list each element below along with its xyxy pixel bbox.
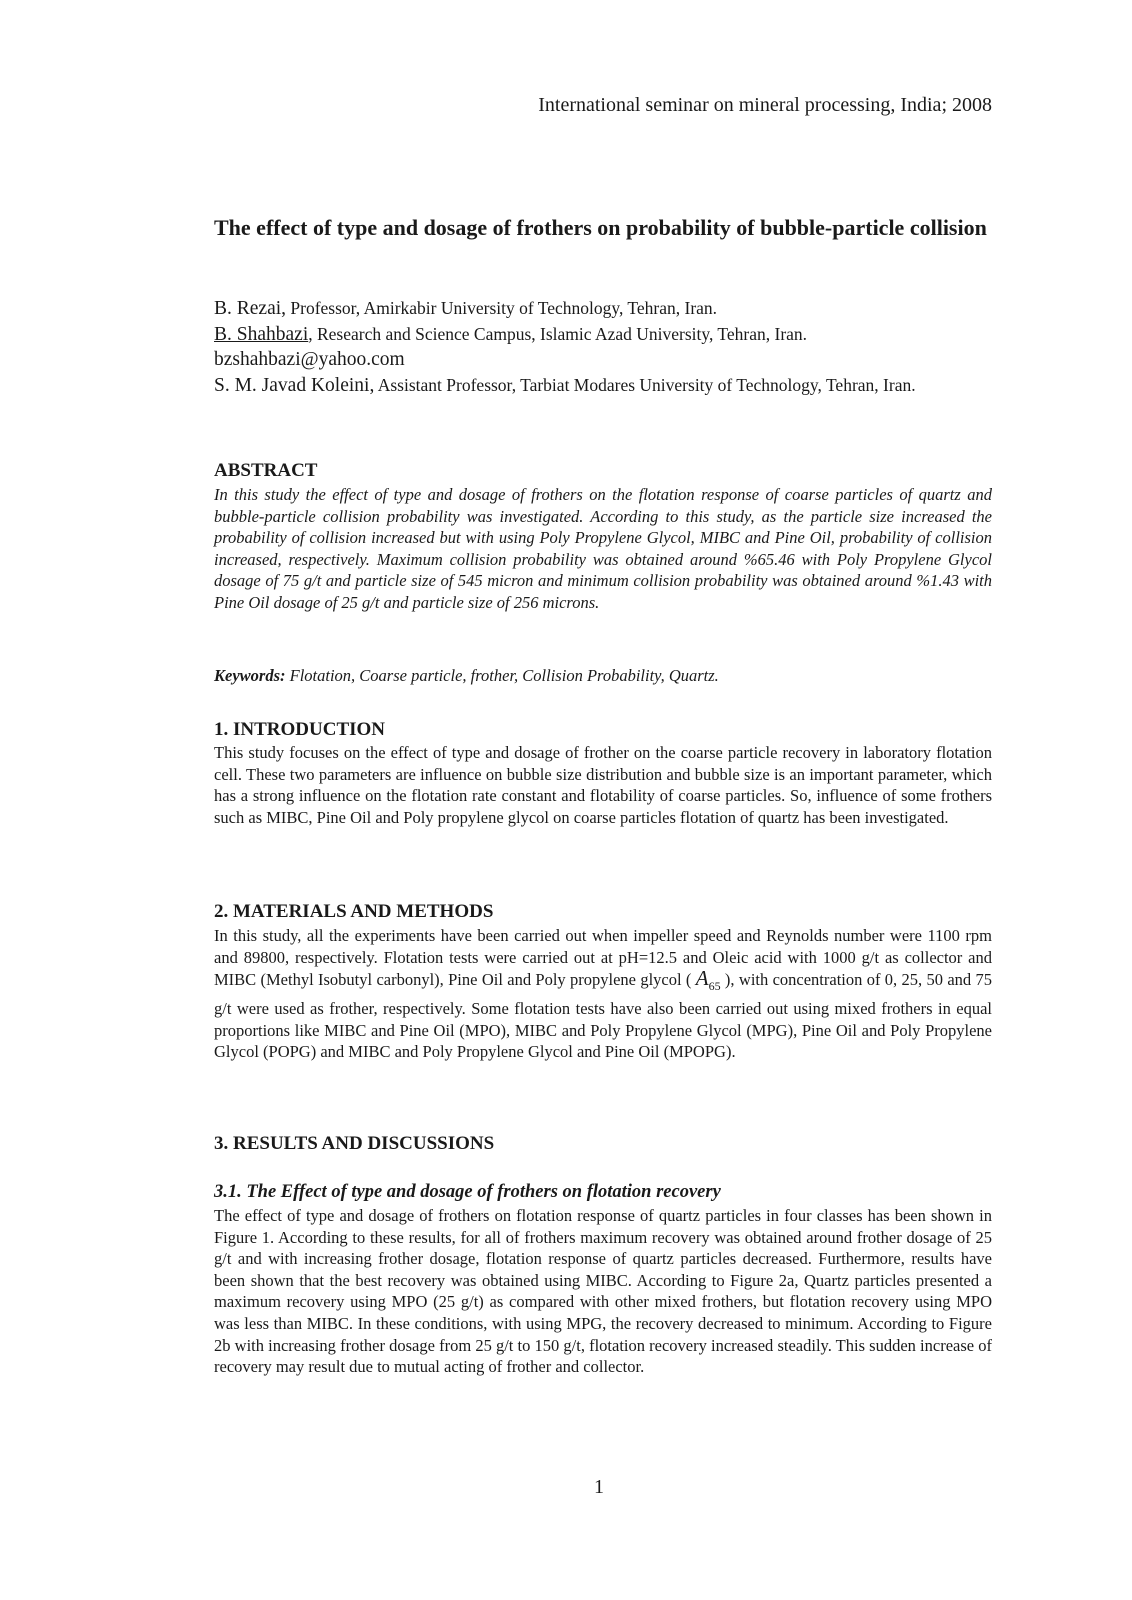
methods-text (214, 925, 992, 1063)
author-email[interactable]: bzshahbazi@yahoo.com (214, 349, 405, 370)
paper-title: The effect of type and dosage of frothers on probability of bubble-particle collision (214, 215, 987, 240)
keywords-label: Keywords: (214, 666, 286, 685)
abstract-heading: ABSTRACT (214, 460, 318, 481)
introduction-text: This study focuses on the effect of type and dosage of frother on the coarse particle recovery in laboratory flotation cell. These two parameters are influence on bubble size distribution and bubble size is an important parameter, which has a strong influence on the flotation rate constant and flotability of coarse particles. So, influence of some frothers such as MIBC, Pine Oil and Poly propylene glycol on coarse particles flotation of quartz has been investigated. (214, 743, 992, 827)
keywords-text: Flotation, Coarse particle, frother, Collision Probability, Quartz. (285, 666, 719, 685)
methods-text-part-2: ), with concentration of 0, 25, 50 and 75 g/t were used as frother, respectively. Some flotation tests have also been carried out using mixed frothers in equal proportions like MIBC and Pine Oil (MPO), MIBC and Poly Propylene Glycol (MPG), Pine Oil and Poly Propylene Glycol (POPG) and MIBC and Poly Propylene Glycol and Pine Oil (MPOPG). (214, 970, 992, 1062)
author-line (214, 373, 992, 399)
author-name: B. Rezai, (214, 298, 287, 319)
subsection-heading-3-1: 3.1. The Effect of type and dosage of frothers on flotation recovery (214, 1182, 721, 1202)
section-heading-results: 3. RESULTS AND DISCUSSIONS (214, 1133, 495, 1154)
section-heading-methods: 2. MATERIALS AND METHODS (214, 901, 494, 922)
corresponding-author-name: B. Shahbazi (214, 323, 309, 345)
methods-text-part-1: In this study, all the experiments have been carried out when impeller speed and Reynolds number were 1100 rpm and 89800, respectively. Flotation tests were carried out at pH=12.5 and Oleic acid with 1000 g/t as collector and MIBC (Methyl Isobutyl carbonyl), Pine Oil and Poly propylene glycol ( (214, 926, 992, 990)
author-affiliation: Professor, Amirkabir University of Technology, Tehran, Iran. (286, 298, 718, 318)
results-text: The effect of type and dosage of frothers on flotation response of quartz particles in four classes has been shown in Figure 1. According to these results, for all of frothers maximum recovery was obtained around frother dosage of 25 g/t and with increasing frother dosage, flotation response of quartz particles decreased. Furthermore, results have been shown that the best recovery was obtained using MIBC. According to Figure 2a, Quartz particles presented a maximum recovery using MPO (25 g/t) as compared with other mixed frothers, but flotation recovery using MPO was less than MIBC. In these conditions, with using MPG, the recovery decreased to minimum. According to Figure 2b with increasing frother dosage from 25 g/t to 150 g/t, flotation recovery increased steadily. This sudden increase of recovery may result due to mutual acting of frother and collector. (214, 1206, 992, 1377)
author-affiliation: , Research and Science Campus, Islamic Azad University, Tehran, Iran. (308, 323, 808, 344)
running-header: International seminar on mineral processing, India; 2008 (538, 94, 992, 116)
author-line (214, 296, 992, 322)
abstract-text: In this study the effect of type and dosage of frothers on the flotation response of coarse particles of quartz and bubble-particle collision probability was investigated. According to this study, as the particle size increased the probability of collision increased but with using Poly Propylene Glycol, MIBC and Pine Oil, probability of collision increased, respectively. Maximum collision probability was obtained around %65.46 with Poly Propylene Glycol dosage of 75 g/t and particle size of 545 micron and minimum collision probability was obtained around %1.43 with Pine Oil dosage of 25 g/t and particle size of 256 microns. (214, 485, 992, 612)
author-name: S. M. Javad Koleini, (214, 374, 375, 396)
symbol-a65: $A_{65}$ (695, 966, 721, 994)
author-line (214, 347, 992, 373)
keywords (214, 665, 719, 687)
author-affiliation: Assistant Professor, Tarbiat Modares University of Technology, Tehran, Iran. (374, 374, 916, 395)
page-number: 1 (594, 1476, 604, 1498)
author-line (214, 322, 992, 348)
author-block (214, 296, 992, 398)
section-heading-introduction: 1. INTRODUCTION (214, 719, 386, 740)
